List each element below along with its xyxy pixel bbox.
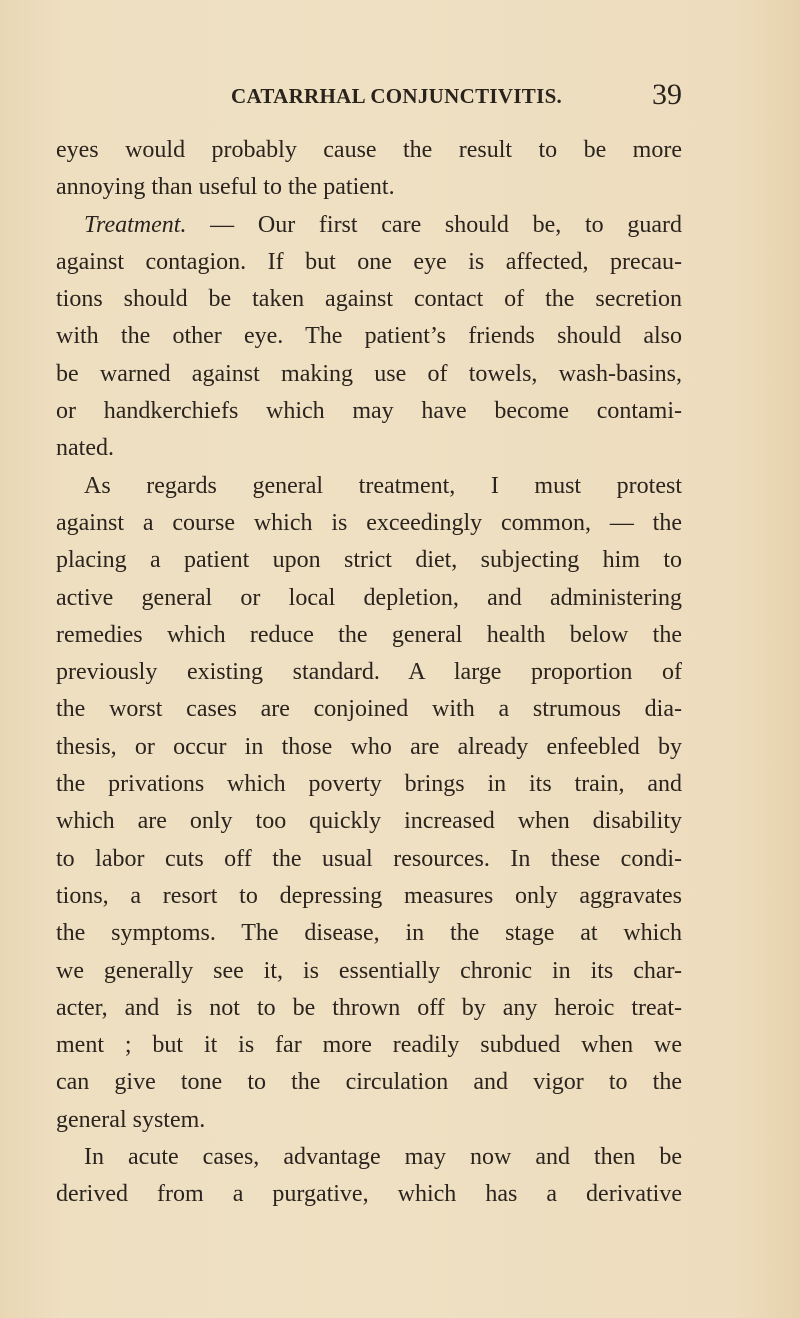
- text-line: tions should be taken against contact of the secretion: [56, 286, 682, 313]
- text-line: against a course which is exceedingly common, — the: [56, 509, 682, 536]
- em-dash: —: [186, 211, 258, 238]
- running-title: CATARRHAL CONJUNCTIVITIS.: [231, 84, 563, 108]
- text-line: nated.: [56, 435, 114, 462]
- text-line: be warned against making use of towels, wash-basins,: [56, 360, 682, 387]
- text-line: remedies which reduce the general health below the: [56, 621, 682, 648]
- text-line: which are only too quickly increased when disability: [56, 808, 682, 835]
- text-line: eyes would probably cause the result to be more: [56, 137, 682, 163]
- page-header: [56, 78, 682, 116]
- text-line: previously existing standard. A large proportion of: [56, 659, 682, 686]
- text-line: can give tone to the circulation and vigor to the: [56, 1069, 682, 1096]
- text-line: Our first care should be, to guard: [257, 211, 683, 238]
- text-line: general system.: [56, 1106, 206, 1133]
- text-line: we generally see it, is essentially chronic in its char-: [56, 957, 682, 984]
- text-line: As regards general treatment, I must protest: [84, 472, 682, 499]
- text-line: ment ; but it is far more readily subdued when we: [56, 1032, 682, 1059]
- text-line: active general or local depletion, and administering: [56, 584, 682, 611]
- text-line: acter, and is not to be thrown off by any heroic treat-: [56, 994, 682, 1021]
- text-line: the worst cases are conjoined with a strumous dia-: [56, 696, 682, 723]
- text-line: placing a patient upon strict diet, subjecting him to: [56, 547, 682, 574]
- text-line: thesis, or occur in those who are already enfeebled by: [56, 733, 682, 760]
- text-line: against contagion. If but one eye is affected, precau-: [56, 248, 682, 275]
- body-text: [56, 132, 682, 1214]
- page-number: 39: [652, 78, 682, 111]
- text-line: the symptoms. The disease, in the stage at which: [56, 920, 682, 947]
- text-line: to labor cuts off the usual resources. In these condi-: [56, 845, 682, 872]
- text-line: with the other eye. The patient’s friends should also: [56, 323, 682, 350]
- text-line: derived from a purgative, which has a derivative: [56, 1181, 682, 1208]
- text-line: In acute cases, advantage may now and then be: [84, 1144, 682, 1171]
- treatment-heading: Treatment.: [84, 211, 187, 238]
- text-line: or handkerchiefs which may have become contami-: [56, 398, 682, 425]
- text-line: annoying than useful to the patient.: [56, 174, 395, 201]
- treatment-paragraph-start: [56, 207, 682, 244]
- text-line: the privations which poverty brings in its train, and: [56, 771, 682, 798]
- text-line: tions, a resort to depressing measures only aggravates: [56, 882, 682, 909]
